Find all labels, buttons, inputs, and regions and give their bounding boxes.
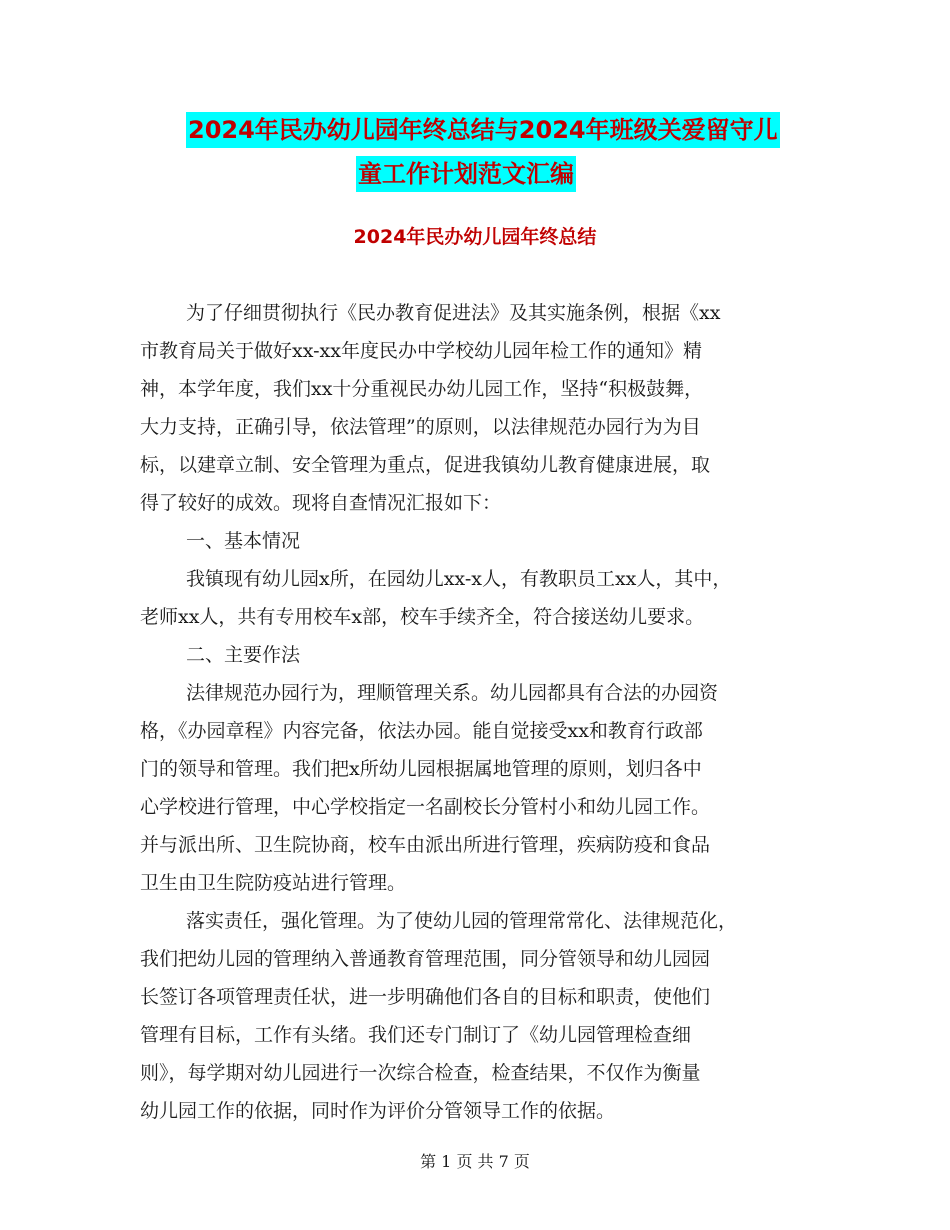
paragraph-line: 格，《办园章程》内容完备，依法办园。能自觉接受xx和教育行政部 [140,720,703,742]
section-title: 2024年民办幼儿园年终总结 [353,226,597,248]
heading-basic-situation: 一、基本情况 [186,530,301,552]
paragraph-line: 神，本学年度，我们xx十分重视民办幼儿园工作，坚持“积极鼓舞， [140,378,704,400]
paragraph-line: 则》，每学期对幼儿园进行一次综合检查，检查结果，不仅作为衡量 [140,1062,701,1084]
paragraph-line: 我们把幼儿园的管理纳入普通教育管理范围，同分管领导和幼儿园园 [140,948,711,970]
paragraph-line: 大力支持，正确引导，依法管理”的原则，以法律规范办园行为为目 [140,416,701,438]
paragraph-line: 得了较好的成效。现将自查情况汇报如下： [140,492,502,514]
page-footer: 第 1 页 共 7 页 [420,1152,530,1171]
paragraph-line: 幼儿园工作的依据，同时作为评价分管领导工作的依据。 [140,1100,616,1122]
paragraph-line: 管理有目标，工作有头绪。我们还专门制订了《幼儿园管理检查细 [140,1024,692,1046]
paragraph-line: 长签订各项管理责任状，进一步明确他们各自的目标和职责，使他们 [140,986,711,1008]
heading-main-practices: 二、主要作法 [186,644,301,666]
document-title-line-2: 童工作计划范文汇编 [356,156,576,192]
paragraph-line: 市教育局关于做好xx-xx年度民办中学校幼儿园年检工作的通知》精 [140,340,702,362]
paragraph-line: 心学校进行管理，中心学校指定一名副校长分管村小和幼儿园工作。 [140,796,711,818]
paragraph-line: 并与派出所、卫生院协商，校车由派出所进行管理，疾病防疫和食品 [140,834,711,856]
paragraph-line: 卫生由卫生院防疫站进行管理。 [140,872,407,894]
paragraph-line: 老师xx人，共有专用校车x部，校车手续齐全，符合接送幼儿要求。 [140,606,705,628]
paragraph-line: 为了仔细贯彻执行《民办教育促进法》及其实施条例，根据《xx [186,302,721,324]
paragraph-line: 落实责任，强化管理。为了使幼儿园的管理常常化、法律规范化， [186,910,738,932]
paragraph-line: 门的领导和管理。我们把x所幼儿园根据属地管理的原则，划归各中 [140,758,702,780]
document-title-line-1: 2024年民办幼儿园年终总结与2024年班级关爱留守儿 [186,112,780,148]
paragraph-line: 我镇现有幼儿园x所，在园幼儿xx-x人，有教职员工xx人，其中， [186,568,732,590]
paragraph-line: 法律规范办园行为，理顺管理关系。幼儿园都具有合法的办园资 [186,682,719,704]
body-text [140,294,820,1130]
paragraph-line: 标，以建章立制、安全管理为重点，促进我镇幼儿教育健康进展，取 [140,454,711,476]
